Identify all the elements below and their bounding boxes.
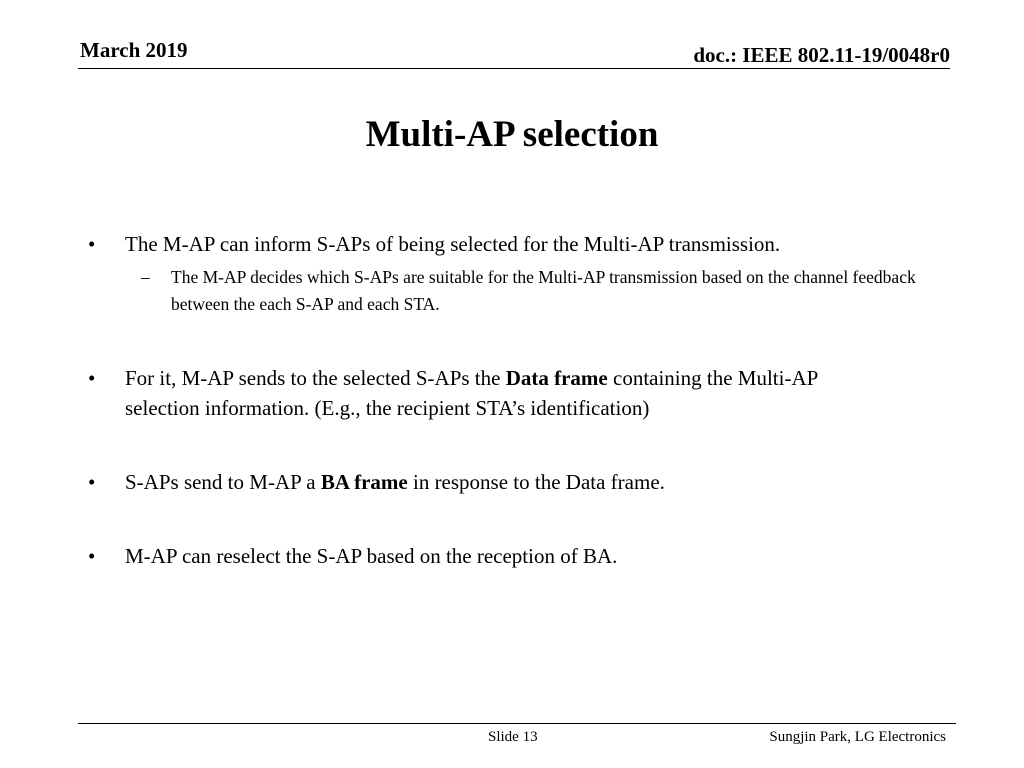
bullet-marker: • <box>88 544 96 568</box>
document-id: doc.: IEEE 802.11-19/0048r0 <box>693 43 950 67</box>
bullet-marker: • <box>88 232 96 256</box>
sub-bullet-marker: – <box>141 267 150 287</box>
bullet-2-text-end: containing the Multi-AP selection information. (E.g., the recipient STA’s identification) <box>125 366 818 420</box>
bullet-1-sub-text: The M-AP decides which S-APs are suitable for the Multi-AP transmission based on the channel feedback between the each S-AP and each STA. <box>171 267 916 314</box>
bullet-1-text: The M-AP can inform S-APs of being selected for the Multi-AP transmission. <box>125 232 781 256</box>
bullet-2-text-start: For it, M-AP sends to the selected S-APs the <box>125 366 506 390</box>
bullet-marker: • <box>88 470 96 494</box>
footer-author: Sungjin Park, LG Electronics <box>769 729 946 745</box>
bullet-3-text-start: S-APs send to M-AP a <box>125 470 321 494</box>
footer-divider <box>78 723 956 724</box>
bullet-3-text <box>125 467 945 497</box>
slide-title: Multi-AP selection <box>365 114 659 155</box>
header-divider <box>78 68 950 69</box>
header-date: March 2019 <box>80 38 188 62</box>
bullet-4-text: M-AP can reselect the S-AP based on the reception of BA. <box>125 544 618 568</box>
bullet-2-text <box>125 363 895 423</box>
bullet-marker: • <box>88 366 96 390</box>
bullet-3-bold-term: BA frame <box>320 470 408 494</box>
bullet-2-bold-term: Data frame <box>505 366 608 390</box>
slide-number: Slide 13 <box>488 729 538 745</box>
bullet-3-text-end: in response to the Data frame. <box>407 470 665 494</box>
